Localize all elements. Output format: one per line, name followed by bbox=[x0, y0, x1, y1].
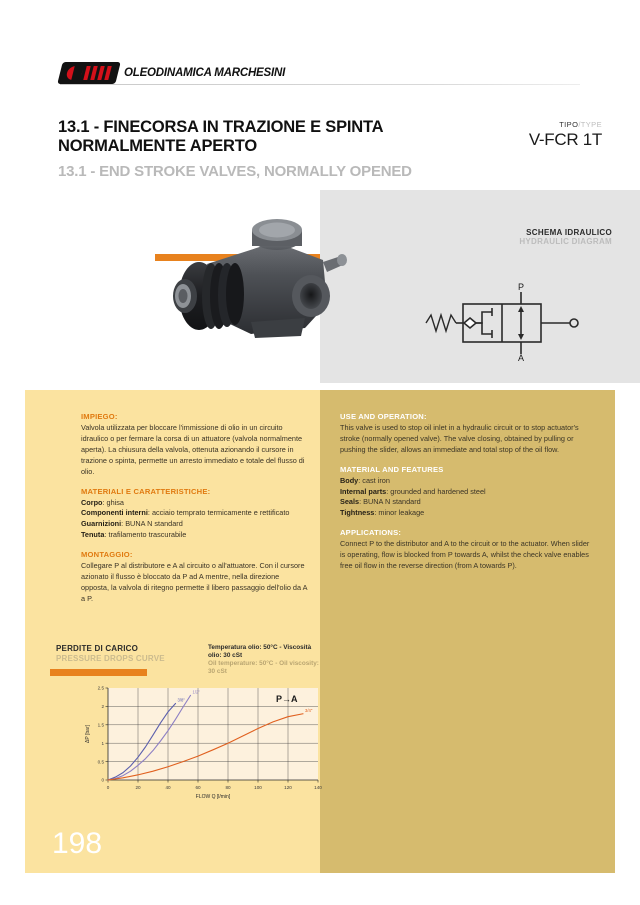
type-label bbox=[529, 120, 602, 129]
pressure-drops-label-english: PRESSURE DROPS CURVE bbox=[56, 653, 165, 663]
svg-text:1/2": 1/2" bbox=[192, 689, 200, 695]
heading-material-features: MATERIAL AND FEATURES bbox=[340, 464, 444, 474]
curve-section bbox=[25, 635, 320, 825]
page-title-italian bbox=[58, 118, 458, 156]
type-value: V-FCR 1T bbox=[528, 130, 602, 149]
svg-text:1.5: 1.5 bbox=[97, 722, 104, 728]
spec-corpo-key: Corpo bbox=[81, 497, 103, 507]
svg-text:3/4": 3/4" bbox=[305, 707, 313, 713]
diagram-port-a-label: A bbox=[517, 353, 525, 362]
page-header bbox=[0, 0, 640, 106]
spec-tenuta bbox=[81, 530, 309, 541]
svg-text:2: 2 bbox=[101, 704, 104, 710]
curve-section-right-fill bbox=[320, 635, 615, 825]
spec-internal-key: Internal parts bbox=[340, 486, 387, 496]
type-label-english: TYPE bbox=[580, 120, 602, 129]
page-title-italian-line1: 13.1 - FINECORSA IN TRAZIONE E SPINTA bbox=[58, 118, 384, 136]
svg-text:0: 0 bbox=[106, 785, 110, 790]
test-conditions-italian: Temperatura olio: 50°C - Viscosità olio: 30 cSt bbox=[208, 644, 312, 659]
spec-seals-key: Seals bbox=[340, 497, 360, 507]
om-logo-icon bbox=[60, 62, 118, 84]
brand-name: OLEODINAMICA MARCHESINI bbox=[124, 67, 286, 79]
text-applications: Connect P to the distributor and A to the circuit or to the actuator. When slider is operating, flow is blocked from P towards A, whilst the check valve enables free oil flow in the reverse direction (from A towards P). bbox=[340, 539, 590, 570]
heading-montaggio: MONTAGGIO: bbox=[81, 549, 133, 559]
type-label-italian: TIPO bbox=[559, 120, 579, 129]
svg-text:ΔP [bar]: ΔP [bar] bbox=[85, 725, 91, 743]
spec-componenti bbox=[81, 508, 309, 519]
svg-text:0: 0 bbox=[101, 777, 104, 783]
schema-label-block bbox=[519, 228, 612, 247]
type-block bbox=[529, 120, 602, 150]
curve-accent-bar bbox=[50, 669, 147, 676]
spec-guarnizioni-value: : BUNA N standard bbox=[121, 519, 183, 529]
svg-text:20: 20 bbox=[135, 785, 141, 790]
svg-text:0.5: 0.5 bbox=[97, 759, 104, 765]
spec-corpo bbox=[81, 498, 309, 509]
svg-text:60: 60 bbox=[195, 785, 201, 790]
page-title-block bbox=[58, 118, 458, 181]
pressure-drop-chart bbox=[78, 680, 328, 810]
text-use-operation: This valve is used to stop oil inlet in a hydraulic circuit or to stop actuator's stroke (normally opened valve). The valve closing, obtained by pulling or pushing the slider, allows an immediate and total stop of the oil flow. bbox=[340, 423, 579, 454]
page-title-italian-line2: NORMALMENTE APERTO bbox=[58, 137, 257, 156]
pressure-drops-label-italian: PERDITE DI CARICO bbox=[56, 644, 139, 653]
type-label-separator: / bbox=[578, 120, 581, 129]
svg-text:3/8": 3/8" bbox=[177, 697, 185, 703]
english-text-content bbox=[340, 412, 592, 581]
text-montaggio: Collegare P al distributore e A al circuito o all'attuatore. Con il cursore azionato il flusso è bloccato da P ad A mentre, nella direzione opposta, la valvola di ritegno permette il libero passaggio dell'olio da A a P. bbox=[81, 560, 308, 603]
svg-text:P→A: P→A bbox=[276, 694, 298, 704]
spec-internal-value: : grounded and hardened steel bbox=[386, 486, 486, 496]
svg-text:1: 1 bbox=[101, 740, 104, 746]
product-diagram-band bbox=[0, 190, 640, 383]
spec-guarnizioni bbox=[81, 519, 309, 530]
spec-body-value: : cast iron bbox=[358, 475, 390, 485]
spec-seals bbox=[340, 497, 592, 508]
heading-impiego: IMPIEGO: bbox=[81, 412, 118, 421]
svg-text:100: 100 bbox=[254, 785, 262, 790]
english-text-panel bbox=[320, 390, 615, 635]
svg-text:140: 140 bbox=[314, 785, 322, 790]
diagram-port-p-label: P bbox=[517, 282, 525, 292]
pressure-drops-label bbox=[56, 644, 165, 663]
schema-label-italian: SCHEMA IDRAULICO bbox=[526, 228, 612, 237]
spec-guarnizioni-key: Guarnizioni bbox=[81, 519, 122, 529]
spec-body bbox=[340, 476, 592, 487]
test-conditions bbox=[208, 644, 320, 676]
italian-text-panel bbox=[25, 390, 320, 635]
svg-text:2.5: 2.5 bbox=[97, 685, 104, 691]
svg-text:120: 120 bbox=[284, 785, 292, 790]
italian-text-content bbox=[81, 412, 309, 614]
spec-tightness-key: Tightness bbox=[340, 508, 375, 518]
spec-tenuta-value: : trafilamento trascurabile bbox=[104, 530, 187, 540]
spec-seals-value: : BUNA N standard bbox=[359, 497, 421, 507]
svg-text:FLOW Q [l/min]: FLOW Q [l/min] bbox=[195, 794, 231, 800]
page-title-english: 13.1 - END STROKE VALVES, NORMALLY OPENED bbox=[58, 163, 412, 181]
spec-tightness-value: : minor leakage bbox=[374, 508, 425, 518]
text-impiego: Valvola utilizzata per bloccare l'immissione di olio in un circuito idraulico o per fermare la corsa di un attuatore (valvola normalmente aperta). La chiusura della valvola, ottenuta azionando il cursore in trazione o spinta, permette un arresto immediato e totale del flusso di olio. bbox=[81, 423, 305, 476]
spec-internal-parts bbox=[340, 487, 592, 498]
heading-applications: APPLICATIONS: bbox=[340, 528, 402, 537]
schema-label-english: HYDRAULIC DIAGRAM bbox=[519, 237, 612, 247]
svg-text:40: 40 bbox=[165, 785, 171, 790]
spec-tightness bbox=[340, 508, 592, 519]
heading-use-operation: USE AND OPERATION: bbox=[340, 412, 427, 421]
spec-componenti-value: : acciaio temprato termicamente e rettificato bbox=[147, 508, 290, 518]
test-conditions-english: Oil temperature: 50°C - Oil viscosity: 30 cSt bbox=[208, 660, 319, 675]
brand-logo bbox=[60, 62, 285, 84]
spec-tenuta-key: Tenuta bbox=[81, 530, 105, 540]
footer-right-fill bbox=[320, 825, 615, 873]
heading-materiali: MATERIALI E CARATTERISTICHE: bbox=[81, 486, 211, 496]
product-photo bbox=[155, 212, 355, 372]
header-divider bbox=[60, 84, 580, 85]
spec-corpo-value: : ghisa bbox=[102, 497, 124, 507]
spec-componenti-key: Componenti interni bbox=[81, 508, 148, 518]
page-number: 198 bbox=[52, 827, 103, 860]
spec-body-key: Body bbox=[340, 475, 359, 485]
svg-text:80: 80 bbox=[225, 785, 231, 790]
hydraulic-diagram bbox=[418, 282, 608, 362]
